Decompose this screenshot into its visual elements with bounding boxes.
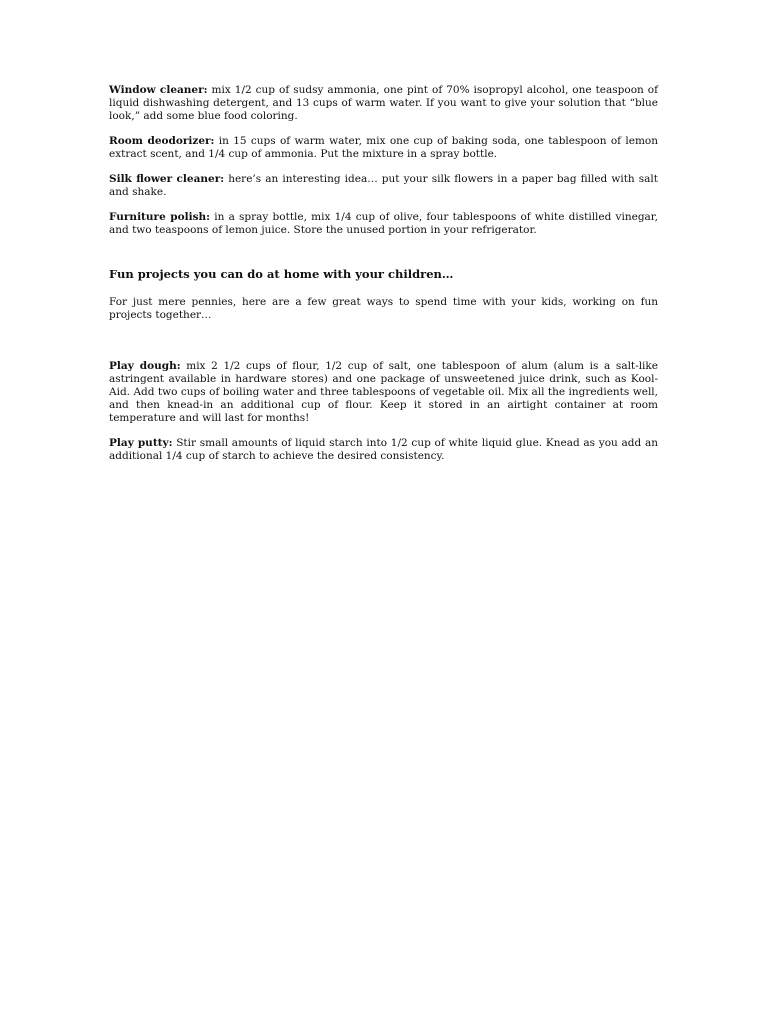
recipe-text: mix 1/2 cup of sudsy ammonia, one pint of 70% isopropyl alcohol, one teaspoon of liquid dishwashing detergent, and 13 cups of warm water. If you want to give your solution that “blue look,” add some blue food coloring.	[109, 84, 659, 122]
recipe-text: in a spray bottle, mix 1/4 cup of olive, four tablespoons of white distilled vinegar, and two teaspoons of lemon juice. Store the unused portion in your refrigerator.	[109, 211, 659, 236]
project-label: Play dough:	[109, 360, 181, 372]
recipe-window-cleaner	[109, 84, 658, 123]
section-heading: Fun projects you can do at home with your children…	[109, 267, 454, 281]
project-play-dough	[109, 360, 658, 425]
recipe-silk-flower-cleaner	[109, 173, 658, 199]
project-play-putty	[109, 437, 658, 463]
recipe-text: in 15 cups of warm water, mix one cup of baking soda, one tablespoon of lemon extract scent, and 1/4 cup of ammonia. Put the mixture in a spray bottle.	[109, 135, 658, 160]
project-text: mix 2 1/2 cups of flour, 1/2 cup of salt, one tablespoon of alum (alum is a salt-like astringent available in hardware stores) and one package of unsweetened juice drink, such as Kool-Aid. Add two cups of boiling water and three tablespoons of vegetable oil. Mix all the ingredients well, and then knead-in an additional cup of flour. Keep it stored in an airtight container at room temperature and will last for months!	[109, 360, 658, 424]
document-page	[109, 84, 658, 475]
recipe-label: Silk flower cleaner:	[109, 173, 225, 185]
project-label: Play putty:	[109, 437, 173, 449]
recipe-label: Room deodorizer:	[109, 135, 215, 147]
recipe-text: here’s an interesting idea… put your silk flowers in a paper bag filled with salt and shake.	[109, 173, 659, 198]
recipe-furniture-polish	[109, 211, 658, 237]
project-text: Stir small amounts of liquid starch into 1/2 cup of white liquid glue. Knead as you add an additional 1/4 cup of starch to achieve the desired consistency.	[109, 437, 658, 462]
recipe-label: Furniture polish:	[109, 211, 211, 223]
section-intro: For just mere pennies, here are a few great ways to spend time with your kids, working on fun projects together…	[109, 296, 658, 321]
recipe-label: Window cleaner:	[109, 84, 208, 96]
recipe-room-deodorizer	[109, 135, 658, 161]
